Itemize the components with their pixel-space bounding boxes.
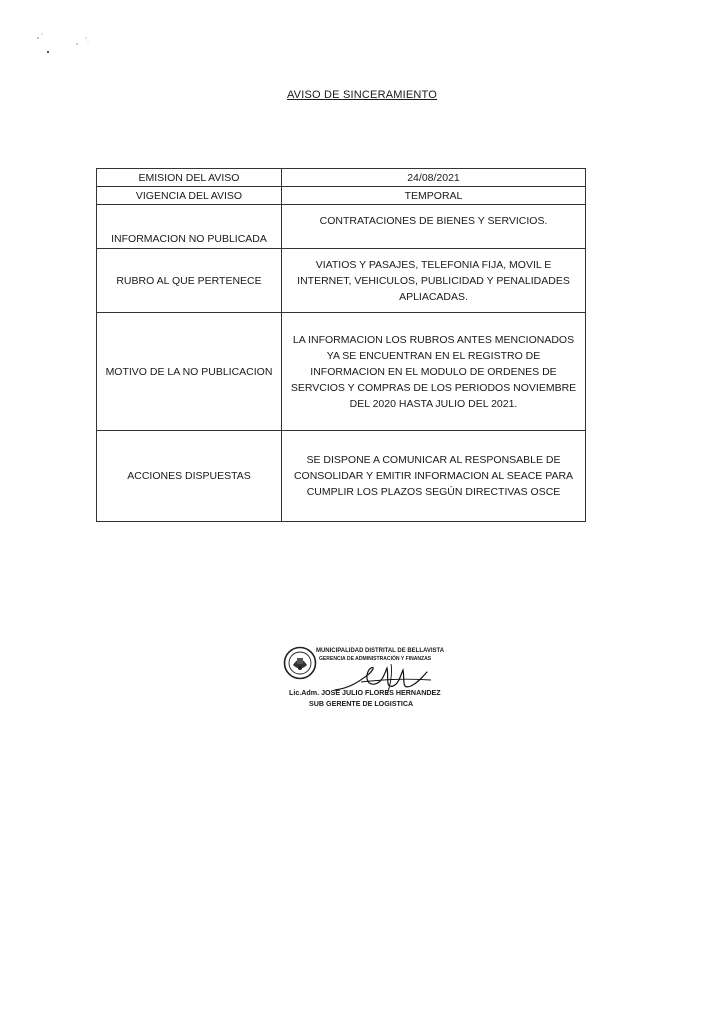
table-row (97, 205, 586, 249)
notice-table (96, 168, 586, 522)
table-row (97, 313, 586, 431)
row-value-emision: 24/08/2021 (282, 169, 586, 187)
scan-specks (30, 28, 110, 68)
row-value-rubro: VIATIOS Y PASAJES, TELEFONIA FIJA, MOVIL E INTERNET, VEHICULOS, PUBLICIDAD Y PENALIDADES APLIACADAS. (282, 249, 586, 313)
row-label-informacion: INFORMACION NO PUBLICADA (97, 205, 282, 249)
row-value-motivo: LA INFORMACION LOS RUBROS ANTES MENCIONADOS YA SE ENCUENTRAN EN EL REGISTRO DE INFORMACION EN EL MODULO DE ORDENES DE SERVCIOS Y COMPRAS DE LOS PERIODOS NOVIEMBRE DEL 2020 HASTA JULIO DEL 2021. (282, 313, 586, 431)
row-label-acciones: ACCIONES DISPUESTAS (97, 431, 282, 522)
row-label-emision: EMISION DEL AVISO (97, 169, 282, 187)
row-value-informacion: CONTRATACIONES DE BIENES Y SERVICIOS. (282, 205, 586, 249)
municipal-seal-icon (283, 646, 317, 680)
row-label-vigencia: VIGENCIA DEL AVISO (97, 187, 282, 205)
signer-name: Lic.Adm. JOSE JULIO FLORES HERNANDEZ (289, 688, 441, 697)
row-label-rubro: RUBRO AL QUE PERTENECE (97, 249, 282, 313)
row-value-vigencia: TEMPORAL (282, 187, 586, 205)
table-row (97, 187, 586, 205)
table-row (97, 249, 586, 313)
table-row (97, 431, 586, 522)
stamp-institution: MUNICIPALIDAD DISTRITAL DE BELLAVISTA (316, 647, 445, 654)
table-row (97, 169, 586, 187)
row-value-acciones: SE DISPONE A COMUNICAR AL RESPONSABLE DE CONSOLIDAR Y EMITIR INFORMACION AL SEACE PARA CUMPLIR LOS PLAZOS SEGÚN DIRECTIVAS OSCE (282, 431, 586, 522)
stamp-department: GERENCIA DE ADMINISTRACIÓN Y FINANZAS (319, 656, 432, 662)
signer-role: SUB GERENTE DE LOGISTICA (309, 699, 414, 708)
signature-stamp (283, 644, 453, 716)
row-label-motivo: MOTIVO DE LA NO PUBLICACION (97, 313, 282, 431)
document-title: AVISO DE SINCERAMIENTO (286, 89, 438, 101)
